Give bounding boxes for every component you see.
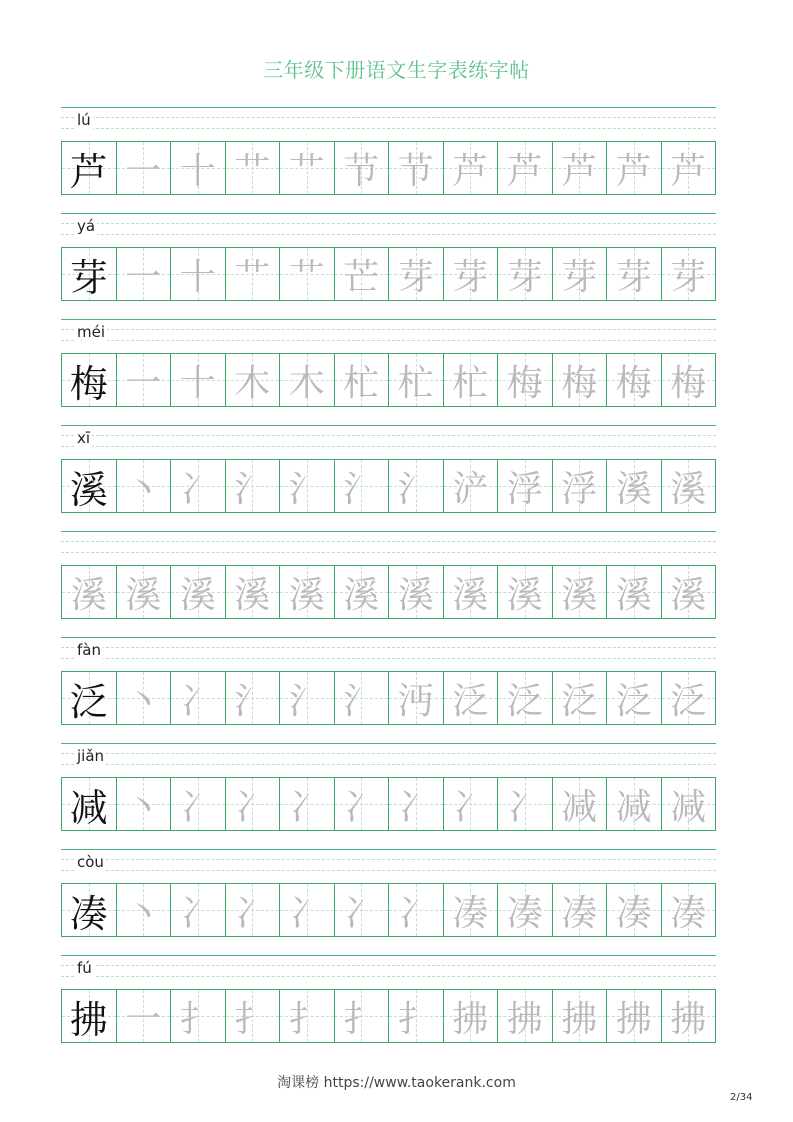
trace-character: 氵 (397, 468, 434, 510)
trace-character-cell (171, 460, 226, 512)
tian-grid-row (61, 671, 716, 725)
trace-character-cell (117, 884, 172, 936)
trace-character-cell (607, 460, 662, 512)
model-character: 芦 (69, 149, 108, 194)
trace-character: 木 (234, 362, 271, 404)
model-character-cell (62, 460, 117, 512)
trace-character: 拂 (506, 998, 543, 1040)
trace-character-cell (444, 248, 499, 300)
pinyin-guide-lines (61, 107, 716, 141)
trace-character-cell (117, 778, 172, 830)
trace-character: 凑 (670, 892, 707, 934)
trace-character: 沔 (397, 680, 434, 722)
practice-row (61, 955, 716, 1061)
trace-character-cell (117, 354, 172, 406)
trace-character: 冫 (397, 786, 434, 828)
trace-character: 溪 (615, 468, 652, 510)
tian-grid-row (61, 565, 716, 619)
trace-character: 氵 (288, 468, 325, 510)
trace-character: 芽 (670, 256, 707, 298)
trace-character-cell (335, 142, 390, 194)
trace-character: 杧 (343, 362, 380, 404)
trace-character-cell (335, 566, 390, 618)
trace-character: 减 (615, 786, 652, 828)
trace-character: 丶 (125, 892, 162, 934)
trace-character: 减 (561, 786, 598, 828)
pinyin-guide-lines (61, 743, 716, 777)
trace-character-cell (553, 354, 608, 406)
trace-character: 泛 (506, 680, 543, 722)
trace-character: 泛 (615, 680, 652, 722)
trace-character-cell (171, 778, 226, 830)
trace-character: 木 (288, 362, 325, 404)
trace-character: 溪 (670, 468, 707, 510)
trace-character: 芦 (452, 150, 489, 192)
trace-character: 浮 (506, 468, 543, 510)
trace-character-cell (171, 566, 226, 618)
trace-character-cell (498, 248, 553, 300)
trace-character: 冫 (397, 892, 434, 934)
trace-character-cell (498, 672, 553, 724)
trace-character: 冫 (343, 786, 380, 828)
trace-character-cell (171, 672, 226, 724)
trace-character-cell (607, 884, 662, 936)
model-character-cell (62, 884, 117, 936)
trace-character: 泛 (561, 680, 598, 722)
trace-character-cell (117, 566, 172, 618)
trace-character-cell (389, 248, 444, 300)
trace-character-cell (498, 460, 553, 512)
trace-character-cell (498, 778, 553, 830)
trace-character-cell (171, 884, 226, 936)
trace-character-cell (498, 990, 553, 1042)
trace-character-cell (553, 672, 608, 724)
trace-character: 芦 (615, 150, 652, 192)
trace-character-cell (117, 460, 172, 512)
trace-character-cell (335, 460, 390, 512)
trace-character: 扌 (179, 998, 216, 1040)
trace-character: 扌 (288, 998, 325, 1040)
trace-character-cell (280, 248, 335, 300)
model-character: 溪 (69, 467, 108, 512)
trace-character: 十 (179, 150, 216, 192)
model-character-cell (62, 672, 117, 724)
trace-character-cell (171, 248, 226, 300)
trace-character-cell (280, 884, 335, 936)
trace-character-cell (444, 142, 499, 194)
trace-character: 减 (670, 786, 707, 828)
trace-character: 艹 (234, 150, 271, 192)
model-character: 芽 (69, 255, 108, 300)
trace-character: 溪 (397, 574, 434, 616)
trace-character: 扌 (397, 998, 434, 1040)
trace-character: 溪 (234, 574, 271, 616)
trace-character-cell (607, 566, 662, 618)
trace-character: 氵 (288, 680, 325, 722)
trace-character-cell (553, 142, 608, 194)
trace-character-cell (444, 354, 499, 406)
trace-character: 冫 (179, 468, 216, 510)
trace-character-cell (226, 460, 281, 512)
trace-character-cell (335, 884, 390, 936)
trace-character-cell (553, 990, 608, 1042)
trace-character: 溪 (670, 574, 707, 616)
trace-character-cell (553, 460, 608, 512)
trace-character: 芽 (397, 256, 434, 298)
practice-row (61, 849, 716, 955)
trace-character-cell (171, 354, 226, 406)
trace-character-cell (662, 778, 716, 830)
tian-grid-row (61, 247, 716, 301)
practice-row (61, 531, 716, 637)
trace-character-cell (389, 672, 444, 724)
trace-character-cell (607, 778, 662, 830)
trace-character-cell (662, 884, 716, 936)
trace-character-cell (662, 672, 716, 724)
trace-character-cell (662, 354, 716, 406)
trace-character: 氵 (234, 468, 271, 510)
pinyin-label: lú (77, 111, 91, 129)
trace-character: 梅 (506, 362, 543, 404)
trace-character-cell (498, 884, 553, 936)
trace-character: 一 (125, 150, 162, 192)
trace-character: 芽 (452, 256, 489, 298)
trace-character: 溪 (506, 574, 543, 616)
pinyin-guide-lines (61, 955, 716, 989)
trace-character: 芦 (561, 150, 598, 192)
model-character-cell (62, 778, 117, 830)
trace-character-cell (226, 672, 281, 724)
trace-character: 溪 (452, 574, 489, 616)
trace-character: 冫 (288, 786, 325, 828)
trace-character: 冫 (179, 680, 216, 722)
trace-character: 泛 (452, 680, 489, 722)
trace-character: 节 (397, 150, 434, 192)
trace-character-cell (226, 884, 281, 936)
trace-character: 艹 (288, 256, 325, 298)
trace-character-cell (280, 142, 335, 194)
trace-character-cell (553, 566, 608, 618)
trace-character: 一 (125, 362, 162, 404)
trace-character-cell (662, 990, 716, 1042)
tian-grid-row (61, 883, 716, 937)
practice-row (61, 425, 716, 531)
tian-grid-row (61, 777, 716, 831)
trace-character: 拂 (670, 998, 707, 1040)
trace-character: 一 (125, 256, 162, 298)
pinyin-guide-lines (61, 849, 716, 883)
tian-grid-row (61, 353, 716, 407)
trace-character: 冫 (288, 892, 325, 934)
trace-character-cell (280, 460, 335, 512)
trace-character: 溪 (125, 574, 162, 616)
practice-row (61, 213, 716, 319)
model-character-cell (62, 990, 117, 1042)
trace-character: 丶 (125, 786, 162, 828)
trace-character: 芦 (506, 150, 543, 192)
trace-character-cell (280, 672, 335, 724)
trace-character: 浮 (561, 468, 598, 510)
trace-character: 拂 (615, 998, 652, 1040)
trace-character-cell (389, 460, 444, 512)
trace-character-cell (444, 778, 499, 830)
trace-character-cell (662, 460, 716, 512)
trace-character: 芽 (615, 256, 652, 298)
trace-character-cell (553, 778, 608, 830)
trace-character: 拂 (452, 998, 489, 1040)
trace-character-cell (335, 354, 390, 406)
trace-character-cell (280, 566, 335, 618)
tian-grid-row (61, 459, 716, 513)
trace-character-cell (498, 566, 553, 618)
trace-character-cell (117, 248, 172, 300)
trace-character: 梅 (670, 362, 707, 404)
trace-character: 扌 (234, 998, 271, 1040)
trace-character: 冫 (179, 786, 216, 828)
page-title: 三年级下册语文生字表练字帖 (263, 58, 530, 82)
trace-character-cell (226, 566, 281, 618)
pinyin-label: xī (77, 429, 91, 447)
trace-character-cell (226, 248, 281, 300)
trace-character: 冫 (506, 786, 543, 828)
trace-character-cell (389, 354, 444, 406)
footer-watermark: 淘课榜 https://www.taokerank.com (277, 1075, 516, 1091)
trace-character: 节 (343, 150, 380, 192)
trace-character: 杧 (452, 362, 489, 404)
trace-character-cell (444, 990, 499, 1042)
trace-character: 拂 (561, 998, 598, 1040)
pinyin-guide-lines (61, 531, 716, 565)
trace-character: 溪 (288, 574, 325, 616)
trace-character-cell (117, 672, 172, 724)
trace-character-cell (498, 142, 553, 194)
pinyin-label: méi (77, 323, 106, 341)
model-character-cell (62, 142, 117, 194)
trace-character: 冫 (452, 786, 489, 828)
trace-character-cell (280, 990, 335, 1042)
trace-character: 氵 (234, 680, 271, 722)
page-number: 2/34 (730, 1092, 753, 1103)
trace-character-cell (444, 566, 499, 618)
trace-character-cell (389, 884, 444, 936)
trace-character-cell (662, 142, 716, 194)
model-character: 拂 (69, 997, 108, 1042)
practice-row (61, 637, 716, 743)
trace-character-cell (444, 672, 499, 724)
pinyin-label: fú (77, 959, 92, 977)
trace-character-cell (607, 354, 662, 406)
trace-character-cell (335, 248, 390, 300)
practice-row (61, 107, 716, 213)
pinyin-label: còu (77, 853, 104, 871)
trace-character: 浐 (452, 468, 489, 510)
trace-character-cell (335, 990, 390, 1042)
trace-character: 一 (125, 998, 162, 1040)
trace-character: 凑 (561, 892, 598, 934)
trace-character: 凑 (452, 892, 489, 934)
model-character: 减 (69, 785, 108, 830)
trace-character: 梅 (561, 362, 598, 404)
trace-character: 氵 (343, 468, 380, 510)
trace-character-cell (335, 778, 390, 830)
trace-character-cell (62, 566, 117, 618)
trace-character: 艹 (234, 256, 271, 298)
trace-character: 艹 (288, 150, 325, 192)
trace-character: 十 (179, 256, 216, 298)
trace-character: 泛 (670, 680, 707, 722)
trace-character-cell (498, 354, 553, 406)
trace-character: 溪 (561, 574, 598, 616)
trace-character: 杧 (397, 362, 434, 404)
trace-character-cell (117, 142, 172, 194)
trace-character: 冫 (179, 892, 216, 934)
trace-character-cell (171, 142, 226, 194)
trace-character-cell (389, 566, 444, 618)
trace-character: 凑 (615, 892, 652, 934)
trace-character-cell (553, 248, 608, 300)
trace-character: 溪 (179, 574, 216, 616)
trace-character: 丶 (125, 468, 162, 510)
pinyin-label: fàn (77, 641, 101, 659)
pinyin-label: yá (77, 217, 96, 235)
pinyin-guide-lines (61, 319, 716, 353)
model-character-cell (62, 248, 117, 300)
trace-character-cell (226, 354, 281, 406)
trace-character-cell (553, 884, 608, 936)
pinyin-guide-lines (61, 637, 716, 671)
trace-character-cell (662, 248, 716, 300)
trace-character: 芒 (343, 256, 380, 298)
tian-grid-row (61, 141, 716, 195)
model-character-cell (62, 354, 117, 406)
trace-character: 芽 (506, 256, 543, 298)
trace-character-cell (117, 990, 172, 1042)
practice-row (61, 319, 716, 425)
trace-character: 冫 (343, 892, 380, 934)
trace-character-cell (226, 990, 281, 1042)
model-character: 梅 (69, 361, 108, 406)
trace-character: 溪 (343, 574, 380, 616)
model-character: 凑 (69, 891, 108, 936)
trace-character: 芽 (561, 256, 598, 298)
trace-character-cell (607, 990, 662, 1042)
trace-character-cell (389, 778, 444, 830)
trace-character: 冫 (234, 892, 271, 934)
trace-character: 扌 (343, 998, 380, 1040)
trace-character: 凑 (506, 892, 543, 934)
trace-character: 氵 (343, 680, 380, 722)
trace-character-cell (389, 142, 444, 194)
trace-character-cell (389, 990, 444, 1042)
trace-character-cell (662, 566, 716, 618)
trace-character: 溪 (615, 574, 652, 616)
tian-grid-row (61, 989, 716, 1043)
trace-character-cell (607, 672, 662, 724)
trace-character-cell (171, 990, 226, 1042)
practice-row (61, 743, 716, 849)
trace-character-cell (226, 778, 281, 830)
trace-character: 梅 (615, 362, 652, 404)
trace-character: 冫 (234, 786, 271, 828)
trace-character-cell (607, 142, 662, 194)
trace-character-cell (280, 354, 335, 406)
trace-character-cell (280, 778, 335, 830)
pinyin-guide-lines (61, 213, 716, 247)
trace-character-cell (444, 884, 499, 936)
trace-character: 溪 (70, 574, 107, 616)
trace-character-cell (226, 142, 281, 194)
trace-character-cell (607, 248, 662, 300)
trace-character: 丶 (125, 680, 162, 722)
trace-character-cell (444, 460, 499, 512)
trace-character: 芦 (670, 150, 707, 192)
trace-character: 十 (179, 362, 216, 404)
model-character: 泛 (69, 679, 108, 724)
pinyin-guide-lines (61, 425, 716, 459)
trace-character-cell (335, 672, 390, 724)
pinyin-label: jiǎn (77, 747, 105, 765)
